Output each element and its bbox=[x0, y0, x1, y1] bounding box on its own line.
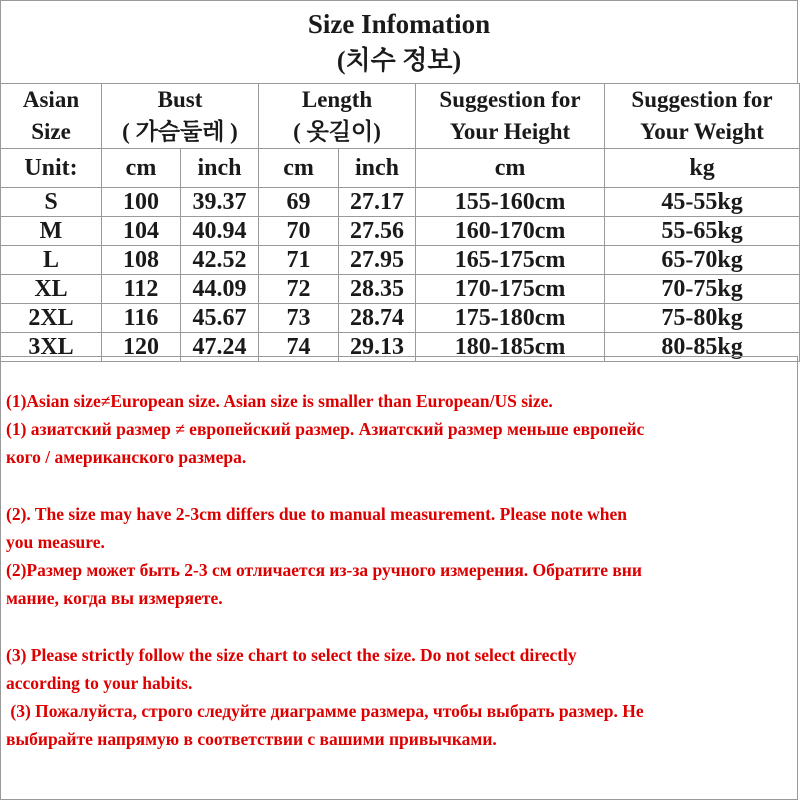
bust-cm-cell: 116 bbox=[102, 304, 181, 333]
note-1 bbox=[6, 387, 798, 471]
note-line: (1) азиатский размер ≠ европейский размер. Азиатский размер меньше европейс bbox=[6, 419, 645, 439]
table-row bbox=[1, 275, 800, 304]
col-header-length bbox=[259, 84, 416, 149]
length-inch-cell: 29.13 bbox=[339, 333, 416, 362]
unit-cell: inch bbox=[339, 149, 416, 188]
length-inch-cell: 27.56 bbox=[339, 217, 416, 246]
bust-cm-cell: 112 bbox=[102, 275, 181, 304]
bust-inch-cell: 44.09 bbox=[181, 275, 259, 304]
weight-cell: 75-80kg bbox=[605, 304, 800, 333]
size-cell: S bbox=[1, 188, 102, 217]
unit-cell: kg bbox=[605, 149, 800, 188]
page-subtitle: (치수 정보) bbox=[336, 46, 462, 75]
unit-cell: cm bbox=[102, 149, 181, 188]
size-cell: L bbox=[1, 246, 102, 275]
bust-inch-cell: 45.67 bbox=[181, 304, 259, 333]
weight-cell: 80-85kg bbox=[605, 333, 800, 362]
length-cm-cell: 69 bbox=[259, 188, 339, 217]
size-notes bbox=[0, 356, 798, 800]
col-header-line: Your Weight bbox=[640, 119, 764, 144]
table-row bbox=[1, 188, 800, 217]
length-cm-cell: 72 bbox=[259, 275, 339, 304]
size-cell: XL bbox=[1, 275, 102, 304]
weight-cell: 45-55kg bbox=[605, 188, 800, 217]
height-cell: 170-175cm bbox=[416, 275, 605, 304]
bust-inch-cell: 40.94 bbox=[181, 217, 259, 246]
table-header-row bbox=[1, 84, 800, 149]
table-row bbox=[1, 246, 800, 275]
note-line: кого / американского размера. bbox=[6, 447, 247, 467]
note-line: мание, когда вы измеряете. bbox=[6, 588, 223, 608]
note-line: выбирайте напрямую в соответствии с вашими привычками. bbox=[6, 729, 497, 749]
bust-inch-cell: 47.24 bbox=[181, 333, 259, 362]
col-header-line: Your Height bbox=[449, 119, 571, 144]
page-title: Size Infomation bbox=[307, 9, 491, 39]
note-line: (1)Asian size≠European size. Asian size is smaller than European/US size. bbox=[6, 391, 553, 411]
length-cm-cell: 70 bbox=[259, 217, 339, 246]
bust-cm-cell: 108 bbox=[102, 246, 181, 275]
bust-inch-cell: 42.52 bbox=[181, 246, 259, 275]
unit-cell: cm bbox=[259, 149, 339, 188]
col-header-line: Suggestion for bbox=[439, 87, 581, 112]
col-header-line: Length bbox=[301, 87, 373, 112]
height-cell: 155-160cm bbox=[416, 188, 605, 217]
col-header-line: ( 가슴둘레 ) bbox=[122, 119, 238, 144]
bust-cm-cell: 100 bbox=[102, 188, 181, 217]
height-cell: 165-175cm bbox=[416, 246, 605, 275]
length-inch-cell: 27.17 bbox=[339, 188, 416, 217]
weight-cell: 55-65kg bbox=[605, 217, 800, 246]
note-line: (3) Пожалуйста, строго следуйте диаграмме размера, чтобы выбрать размер. Не bbox=[6, 701, 644, 721]
bust-cm-cell: 104 bbox=[102, 217, 181, 246]
weight-cell: 65-70kg bbox=[605, 246, 800, 275]
length-inch-cell: 28.35 bbox=[339, 275, 416, 304]
note-line: according to your habits. bbox=[6, 673, 193, 693]
col-header-line: Suggestion for bbox=[631, 87, 773, 112]
note-line: (2). The size may have 2-3cm differs due to manual measurement. Please note when bbox=[6, 504, 628, 524]
note-3 bbox=[6, 641, 798, 753]
col-header-line: ( 옷길이) bbox=[293, 119, 381, 144]
length-cm-cell: 71 bbox=[259, 246, 339, 275]
note-line: (2)Размер может быть 2-3 см отличается из-за ручного измерения. Обратите вни bbox=[6, 560, 642, 580]
table-row bbox=[1, 217, 800, 246]
table-row bbox=[1, 304, 800, 333]
col-header-height bbox=[416, 84, 605, 149]
height-cell: 160-170cm bbox=[416, 217, 605, 246]
note-line: (3) Please strictly follow the size chart to select the size. Do not select directly bbox=[6, 645, 577, 665]
note-2 bbox=[6, 500, 798, 612]
length-cm-cell: 73 bbox=[259, 304, 339, 333]
col-header-line: Bust bbox=[157, 87, 203, 112]
weight-cell: 70-75kg bbox=[605, 275, 800, 304]
unit-cell: inch bbox=[181, 149, 259, 188]
height-cell: 175-180cm bbox=[416, 304, 605, 333]
unit-cell: Unit: bbox=[1, 149, 102, 188]
size-cell: M bbox=[1, 217, 102, 246]
length-inch-cell: 28.74 bbox=[339, 304, 416, 333]
col-header-bust bbox=[102, 84, 259, 149]
note-line: you measure. bbox=[6, 532, 105, 552]
size-info-header bbox=[0, 0, 798, 84]
bust-inch-cell: 39.37 bbox=[181, 188, 259, 217]
size-cell: 3XL bbox=[1, 333, 102, 362]
length-inch-cell: 27.95 bbox=[339, 246, 416, 275]
col-header-weight bbox=[605, 84, 800, 149]
height-cell: 180-185cm bbox=[416, 333, 605, 362]
length-cm-cell: 74 bbox=[259, 333, 339, 362]
unit-row bbox=[1, 149, 800, 188]
unit-cell: cm bbox=[416, 149, 605, 188]
size-table bbox=[0, 83, 800, 362]
bust-cm-cell: 120 bbox=[102, 333, 181, 362]
col-header-line: Size bbox=[31, 119, 71, 144]
size-cell: 2XL bbox=[1, 304, 102, 333]
col-header-line: Asian bbox=[22, 87, 80, 112]
col-header-asian-size bbox=[1, 84, 102, 149]
